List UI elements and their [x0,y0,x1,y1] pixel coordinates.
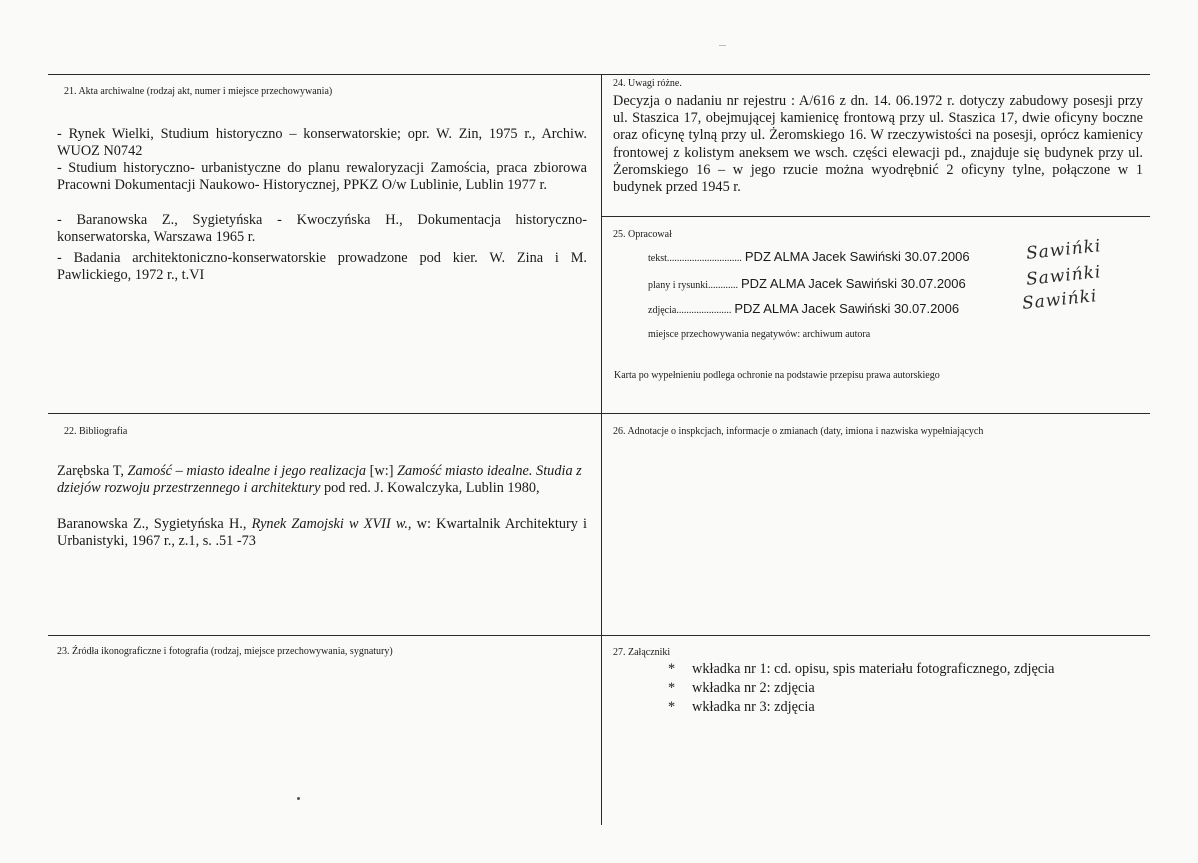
prepared-value: PDZ ALMA Jacek Sawiński 30.07.2006 [734,301,960,316]
prepared-row-photos [648,301,959,316]
archival-item: - Baranowska Z., Sygietyńska - Kwoczyńska H., Dokumentacja historyczno-konserwatorska, Warszawa 1965 r. [57,212,587,246]
section-25-label: 25. Opracował [613,229,672,240]
archival-item: - Badania architektoniczno-konserwatorskie prowadzone pod kier. W. Zina i M. Pawlickiego, 1972 r., t.VI [57,250,587,284]
bibliography-entry-2 [57,516,587,550]
biblio-rest: w: Kwartalnik Architektury i Urbanistyki, 1967 r., z.1, s. .51 -73 [57,516,588,550]
attachment-item: * wkładka nr 1: cd. opisu, spis materiału fotograficznego, zdjęcia [668,660,1054,679]
attachment-item: * wkładka nr 2: zdjęcia [668,679,1054,698]
section-26-label: 26. Adnotacje o inspkcjach, informacje o zmianach (daty, imiona i nazwiska wypełniających [613,426,984,437]
divider-row-1-2 [48,413,1150,414]
prepared-key: tekst [648,253,667,264]
section-22-label: 22. Bibliografia [64,426,128,437]
divider-right-24-25 [601,216,1150,217]
biblio-rest: pod red. J. Kowalczyka, Lublin 1980, [324,480,540,497]
prepared-key: zdjęcia [648,305,677,316]
prepared-dots: .............................. [666,253,742,264]
stray-mark [297,797,300,800]
biblio-title: Rynek Zamojski w XVII w., [251,516,412,532]
signature-3: Sawińki [1021,286,1099,314]
section-23-label: 23. Źródła ikonograficzne i fotografia (rodzaj, miejsce przechowywania, sygnatury) [57,646,393,657]
prepared-value: PDZ ALMA Jacek Sawiński 30.07.2006 [741,276,966,291]
section-21-label: 21. Akta archiwalne (rodzaj akt, numer i miejsce przechowywania) [64,86,333,97]
divider-row-2-3 [48,635,1150,636]
prepared-value: PDZ ALMA Jacek Sawiński 30.07.2006 [744,249,970,264]
biblio-connector: [w:] [369,463,394,479]
archival-item: - Studium historyczno- urbanistyczne do planu rewaloryzacji Zamościa, praca zbiorowa Pracowni Dokumentacji Naukowo- Historycznej, PPKZ O/w Lublinie, Lublin 1977 r. [57,160,587,194]
signature-1: Sawińki [1025,236,1103,264]
biblio-title: Zamość miasto idealne. Studia z dziejów rozwoju przestrzennego i architektury [57,463,582,497]
attachments-list [668,660,1054,717]
prepared-dots: ...................... [676,305,732,316]
top-edge-mark [719,45,726,46]
vertical-column-divider [601,74,602,825]
section-24-label: 24. Uwagi różne. [613,78,682,89]
prepared-dots: ............ [708,280,738,291]
biblio-title: Zamość – miasto idealne i jego realizacja [127,463,367,479]
biblio-author: Baranowska Z., Sygietyńska H., [57,516,247,532]
attachment-item: * wkładka nr 3: zdjęcia [668,698,1054,717]
negatives-storage: miejsce przechowywania negatywów: archiwum autora [648,329,871,340]
prepared-row-plans [648,276,966,291]
bibliography-entry-1 [57,463,587,497]
biblio-author: Zarębska T, [57,463,124,479]
top-border-line [48,74,1150,75]
remarks-text: Decyzja o nadaniu nr rejestru : A/616 z dn. 14. 06.1972 r. dotyczy zabudowy posesji przy ul. Staszica 17, obejmującej kamienicę frontową przy ul. Staszica 17, dwie oficyny boczne oraz oficynę tylną przy ul. Żeromskiego 16. W rzeczywistości na posesji, oprócz kamienicy frontowej z kolistym aneksem we wsch. części elewacji pd., znajduje się budynek przy ul. Żeromskiego 16 – w jego rzucie można wyodrębnić 2 oficyny tylne, połączone w 1 budynek przed 1945 r. [613,93,1143,196]
prepared-row-text [648,249,970,264]
section-27-label: 27. Załączniki [613,647,671,658]
signature-2: Sawińki [1025,262,1103,290]
prepared-key: plany i rysunki [648,280,708,291]
copyright-note: Karta po wypełnieniu podlega ochronie na podstawie przepisu prawa autorskiego [614,370,940,381]
archival-item: - Rynek Wielki, Studium historyczno – konserwatorskie; opr. W. Zin, 1975 r., Archiw. WUOZ N0742 [57,126,587,160]
